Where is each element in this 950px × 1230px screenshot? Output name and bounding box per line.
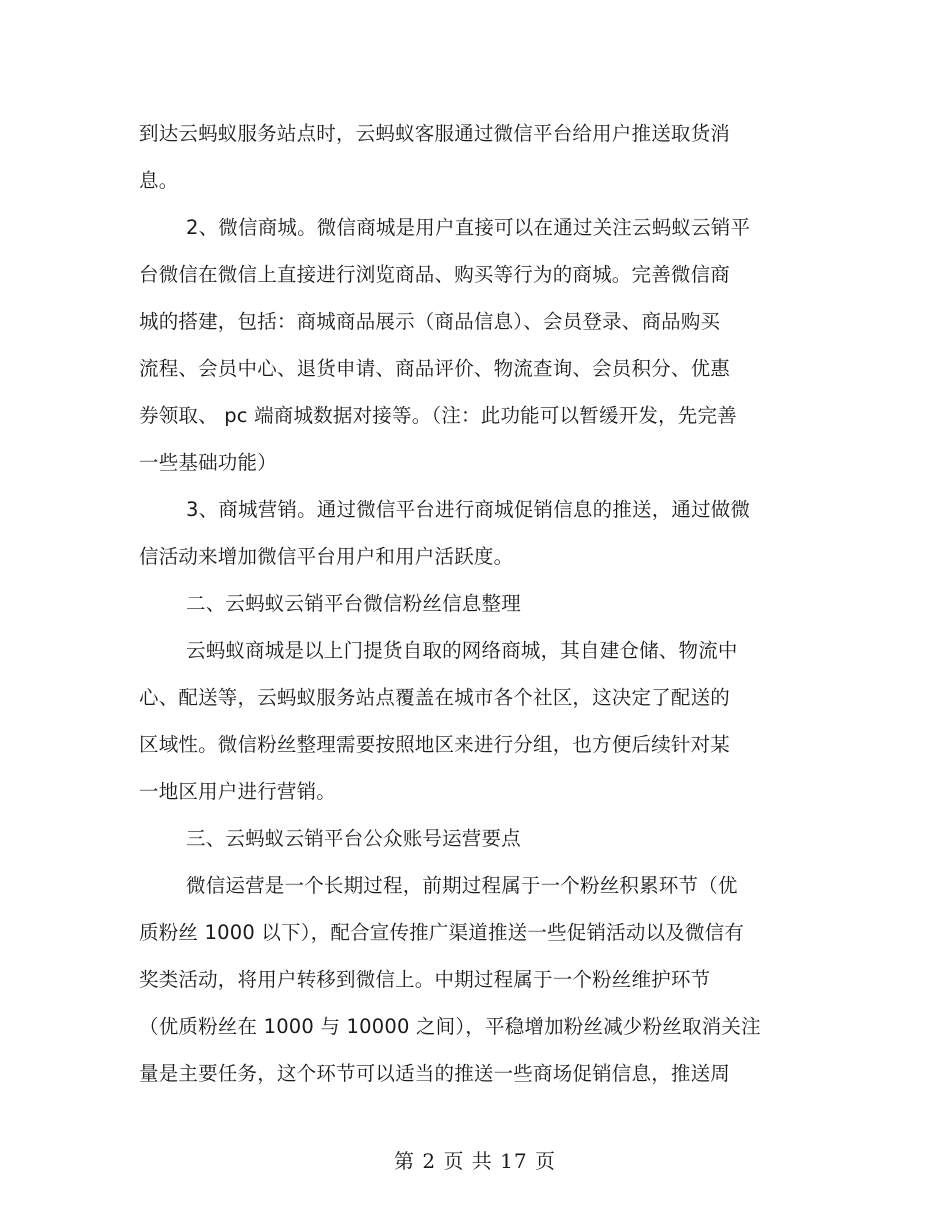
section-heading: 三、云蚂蚁云销平台公众账号运营要点 (186, 827, 521, 850)
text-line: 流程、会员中心、退货申请、商品评价、物流查询、会员积分、优惠 (139, 357, 731, 380)
text-line: 云蚂蚁商城是以上门提货自取的网络商城，其自建仓储、物流中 (186, 639, 738, 662)
text-line: （优质粉丝在 1000 与 10000 之间），平稳增加粉丝减少粉丝取消关注 (139, 1015, 761, 1038)
text-line: 心、配送等，云蚂蚁服务站点覆盖在城市各个社区，这决定了配送的 (139, 686, 731, 709)
text-line: 量是主要任务，这个环节可以适当的推送一些商场促销信息，推送周 (139, 1062, 731, 1085)
section-heading: 二、云蚂蚁云销平台微信粉丝信息整理 (186, 592, 521, 615)
text-line: 奖类活动，将用户转移到微信上。中期过程属于一个粉丝维护环节 (139, 968, 711, 991)
text-line: 一地区用户进行营销。 (139, 780, 337, 803)
text-line: 台微信在微信上直接进行浏览商品、购买等行为的商城。完善微信商 (139, 263, 731, 286)
text-line: 信活动来增加微信平台用户和用户活跃度。 (139, 545, 514, 568)
page-number-footer: 第 2 页 共 17 页 (394, 1149, 556, 1173)
text-line: 微信运营是一个长期过程，前期过程属于一个粉丝积累环节（优 (186, 874, 738, 897)
text-line: 息。 (139, 169, 179, 192)
text-line: 一些基础功能） (139, 451, 277, 474)
text-line: 到达云蚂蚁服务站点时，云蚂蚁客服通过微信平台给用户推送取货消 (139, 122, 731, 145)
text-line: 区域性。微信粉丝整理需要按照地区来进行分组，也方便后续针对某 (139, 733, 731, 756)
text-line: 券领取、 pc 端商城数据对接等。（注：此功能可以暂缓开发，先完善 (139, 404, 737, 427)
document-body (139, 110, 779, 1097)
text-line: 3、商城营销。通过微信平台进行商城促销信息的推送，通过做微 (186, 498, 751, 521)
text-line: 质粉丝 1000 以下），配合宣传推广渠道推送一些促销活动以及微信有 (139, 921, 745, 944)
text-line: 2、微信商城。微信商城是用户直接可以在通过关注云蚂蚁云销平 (186, 216, 751, 239)
text-line: 城的搭建，包括：商城商品展示（商品信息）、会员登录、商品购买 (139, 310, 721, 333)
